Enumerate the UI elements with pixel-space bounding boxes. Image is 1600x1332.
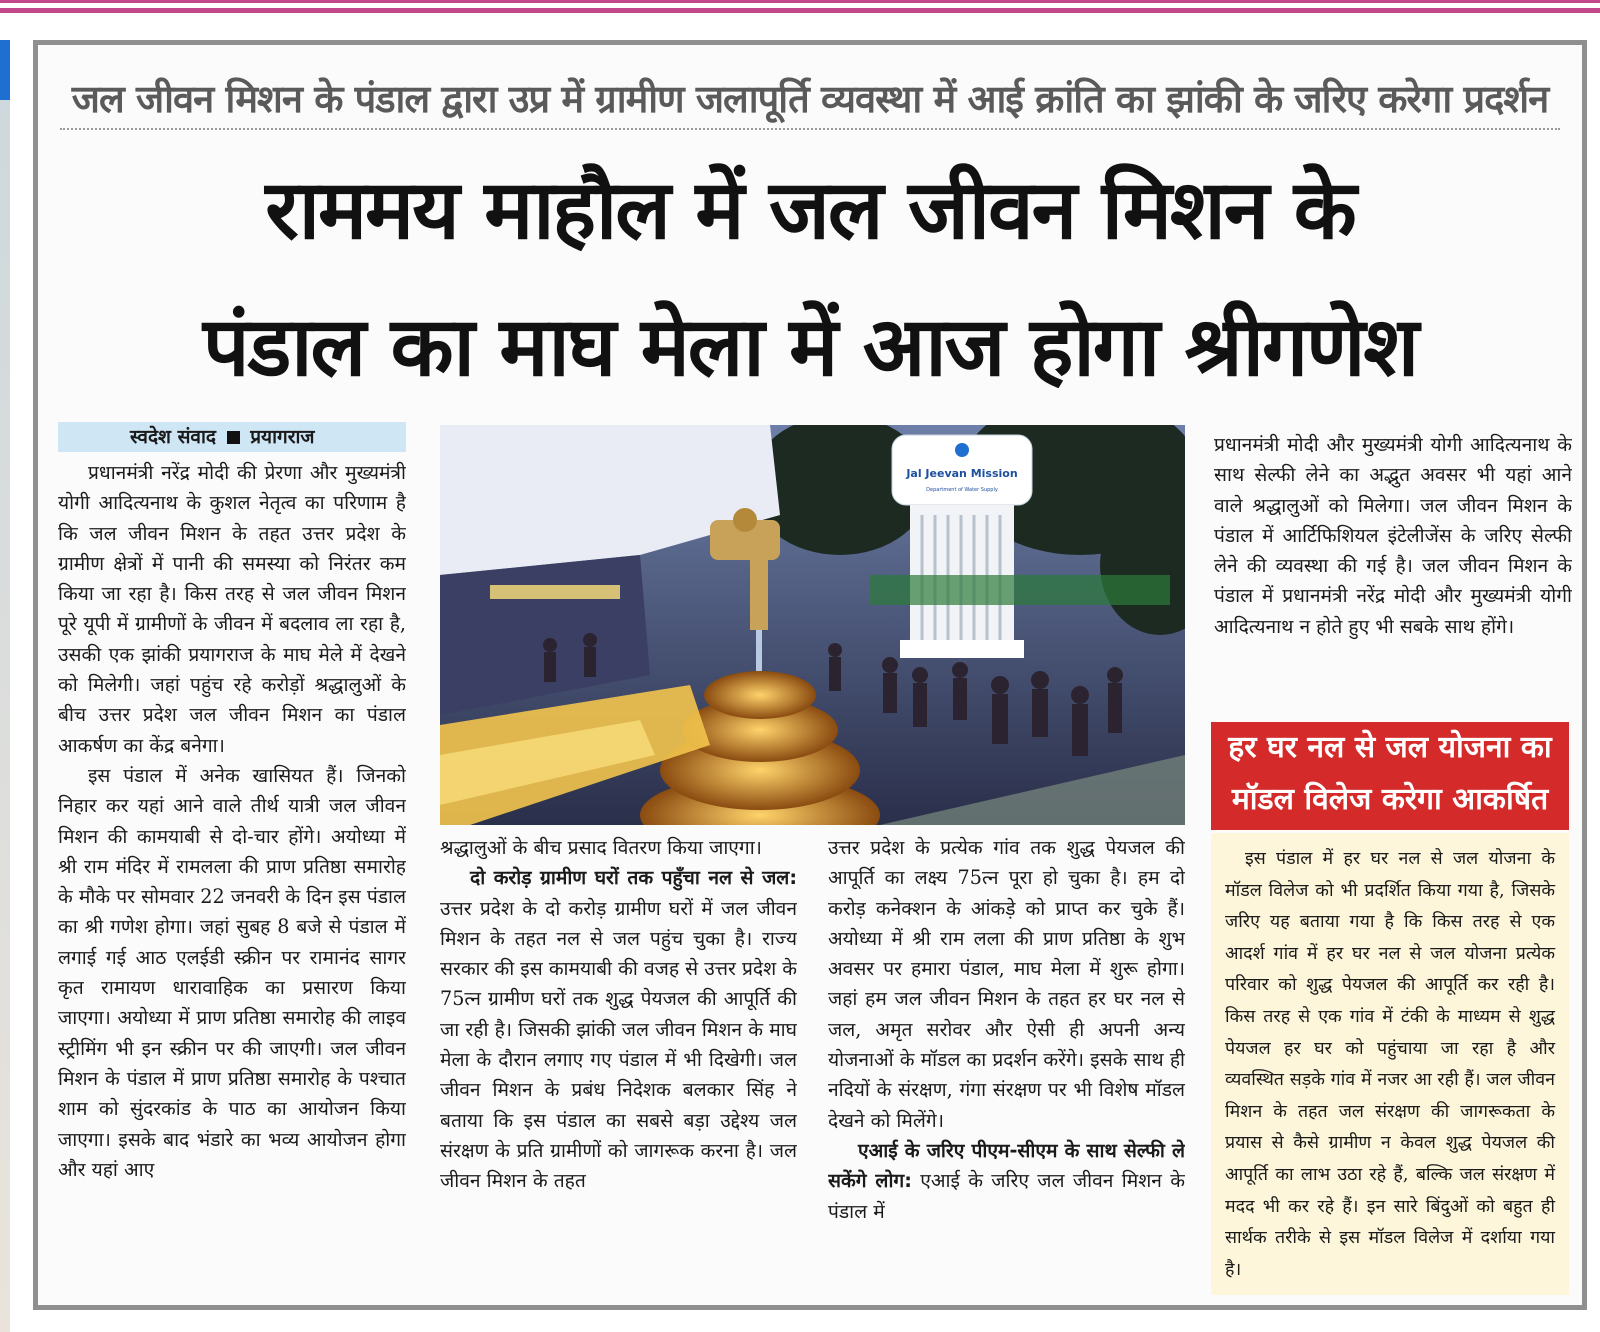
main-headline-line2: पंडाल का माघ मेला में आज होगा श्रीगणेश [202,300,1418,395]
news-photo [440,425,1185,825]
top-rule [0,0,1600,3]
article-column-1 [58,458,406,1298]
tank-label: Jal Jeevan Mission [906,467,1018,480]
byline-source: स्वदेश संवाद [130,426,216,448]
kicker-headline: जल जीवन मिशन के पंडाल द्वारा उप्र में ग्रामीण जलापूर्ति व्यवस्था में आई क्रांति का झांकी के जरिए करेगा प्रदर्शन [60,70,1560,130]
sidebar-heading-line2: मॉडल विलेज करेगा आकर्षित [1231,782,1549,817]
byline-place: प्रयागराज [250,426,315,448]
paragraph: इस पंडाल में अनेक खासियत हैं। जिनको निहार कर यहां आने वाले तीर्थ यात्री जल जीवन मिशन की कामयाबी से दो-चार होंगे। अयोध्या में श्री राम मंदिर में रामलला की प्राण प्रतिष्ठा समारोह के मौके पर सोमवार 22 जनवरी के दिन इस पंडाल का श्री गणेश होगा। जहां सुबह 8 बजे से पंडाल में लगाई गई आठ एलईडी स्क्रीन पर रामानंद सागर कृत रामायण धारावाहिक का प्रसारण किया जाएगा। अयोध्या में प्राण प्रतिष्ठा समारोह की लाइव स्ट्रीमिंग भी इन स्क्रीन पर की जाएगी। जल जीवन मिशन के पंडाल में प्राण प्रतिष्ठा समारोह के पश्चात शाम को सुंदरकांड के पाठ का आयोजन किया जाएगा। इसके बाद भंडारे का भव्य आयोजन होगा और यहां आए [58,763,406,1181]
top-rule-thick [0,8,1600,13]
paragraph: प्रधानमंत्री मोदी और मुख्यमंत्री योगी आदित्यनाथ के साथ सेल्फी लेने का अद्भुत अवसर भी यहां आने वाले श्रद्धालुओं को मिलेगा। जल जीवन मिशन के पंडाल में आर्टिफिशियल इंटेलीजेंस के जरिए सेल्फी लेने की व्यवस्था की गई है। जल जीवन मिशन के पंडाल में प्रधानमंत्री नरेंद्र मोदी और मुख्यमंत्री योगी आदित्यनाथ न होते हुए भी सबके साथ होंगे। [1214,433,1572,638]
subsection-paragraph [828,1136,1185,1227]
sidebar-heading-line1: हर घर नल से जल योजना का [1228,730,1552,765]
article-column-2 [440,833,797,1298]
sidebar-heading [1211,722,1569,830]
subheading: दो करोड़ ग्रामीण घरों तक पहुँचा नल से जल: [470,866,797,890]
byline [58,422,406,452]
tank-sublabel: Department of Water Supply [926,487,998,493]
paragraph-text: उत्तर प्रदेश के दो करोड़ ग्रामीण घरों में जल जीवन मिशन के तहत नल से जल पहुंच चुका है। राज्य सरकार की इस कामयाबी की वजह से उत्तर प्रदेश के 75त्न ग्रामीण घरों तक शुद्ध पेयजल की आपूर्ति की जा रही है। जिसकी झांकी जल जीवन मिशन के माघ मेला के दौरान लगाए गए पंडाल में भी दिखेगी। जल जीवन मिशन के प्रबंध निदेशक बलकार सिंह ने बताया कि इस पंडाल का सबसे बड़ा उद्देश्य जल संरक्षण के प्रति ग्रामीणों को जागरूक करना है। जल जीवन मिशन के तहत [440,896,797,1193]
paragraph: प्रधानमंत्री नरेंद्र मोदी की प्रेरणा और मुख्यमंत्री योगी आदित्यनाथ के कुशल नेतृत्व का परिणाम है कि जल जीवन मिशन के तहत उत्तर प्रदेश के ग्रामीण क्षेत्रों में पानी की समस्या को निरंतर कम किया जा रहा है। किस तरह से जल जीवन मिशन पूरे यूपी में ग्रामीणों के जीवन में बदलाव ला रहा है, उसकी एक झांकी प्रयागराज के माघ मेले में देखने को मिलेगी। जहां पहुंच रहे करोड़ों श्रद्धालुओं के बीच उत्तर प्रदेश जल जीवन मिशन का पंडाल आकर्षण का केंद्र बनेगा। [58,461,406,757]
subheading: एआई के जरिए पीएम-सीएम के साथ सेल्फी ले सकेंगे लोग: [828,1138,1185,1193]
paragraph: उत्तर प्रदेश के प्रत्येक गांव तक शुद्ध पेयजल की आपूर्ति का लक्ष्य 75त्न पूरा हो चुका है। हम दो करोड़ कनेक्शन के आंकड़े को प्राप्त कर चुके हैं। अयोध्या में श्री राम लला की प्राण प्रतिष्ठा के शुभ अवसर पर हमारा पंडाल, माघ मेला में शुरू होगा। जहां हम जल जीवन मिशन के तहत हर घर नल से जल, अमृत सरोवर और ऐसी ही अपनी अन्य योजनाओं के मॉडल का प्रदर्शन करेंगे। इसके साथ ही नदियों के संरक्षण, गंगा संरक्षण पर भी विशेष मॉडल देखने को मिलेंगे। [828,836,1185,1132]
sidebar-body: इस पंडाल में हर घर नल से जल योजना के मॉडल विलेज को भी प्रदर्शित किया गया है, जिसके जरिए यह बताया गया है कि किस तरह से एक आदर्श गांव में हर घर नल से जल योजना प्रत्येक परिवार को शुद्ध पेयजल की आपूर्ति कर रही है। किस तरह से एक गांव में टंकी के माध्यम से शुद्ध पेयजल हर घर को पहुंचाया जा रहा है और व्यवस्थित सड़के गांव में नजर आ रही हैं। जल जीवन मिशन के तहत जल संरक्षण की जागरूकता के प्रयास से कैसे ग्रामीण न केवल शुद्ध पेयजल की आपूर्ति का लाभ उठा रहे हैं, बल्कि जल संरक्षण में मदद भी कर रहे हैं। इन सारे बिंदुओं को बहुत ही सार्थक तरीके से इस मॉडल विलेज में दर्शाया गया है। [1225,848,1555,1280]
main-headline-line1: राममय माहौल में जल जीवन मिशन के [265,163,1355,258]
paragraph: श्रद्धालुओं के बीच प्रसाद वितरण किया जाएगा। [440,836,762,859]
article-column-4 [1214,430,1572,720]
byline-separator-icon [227,431,240,444]
left-edge-strip [0,40,10,1332]
pandal-scene-illustration [440,425,1185,825]
article-column-3 [828,833,1185,1298]
water-tank [892,435,1032,658]
subsection-paragraph [440,863,797,1196]
sidebar-box [1211,833,1569,1295]
paragraph-text: एआई के जरिए जल जीवन मिशन के पंडाल में [828,1169,1185,1223]
